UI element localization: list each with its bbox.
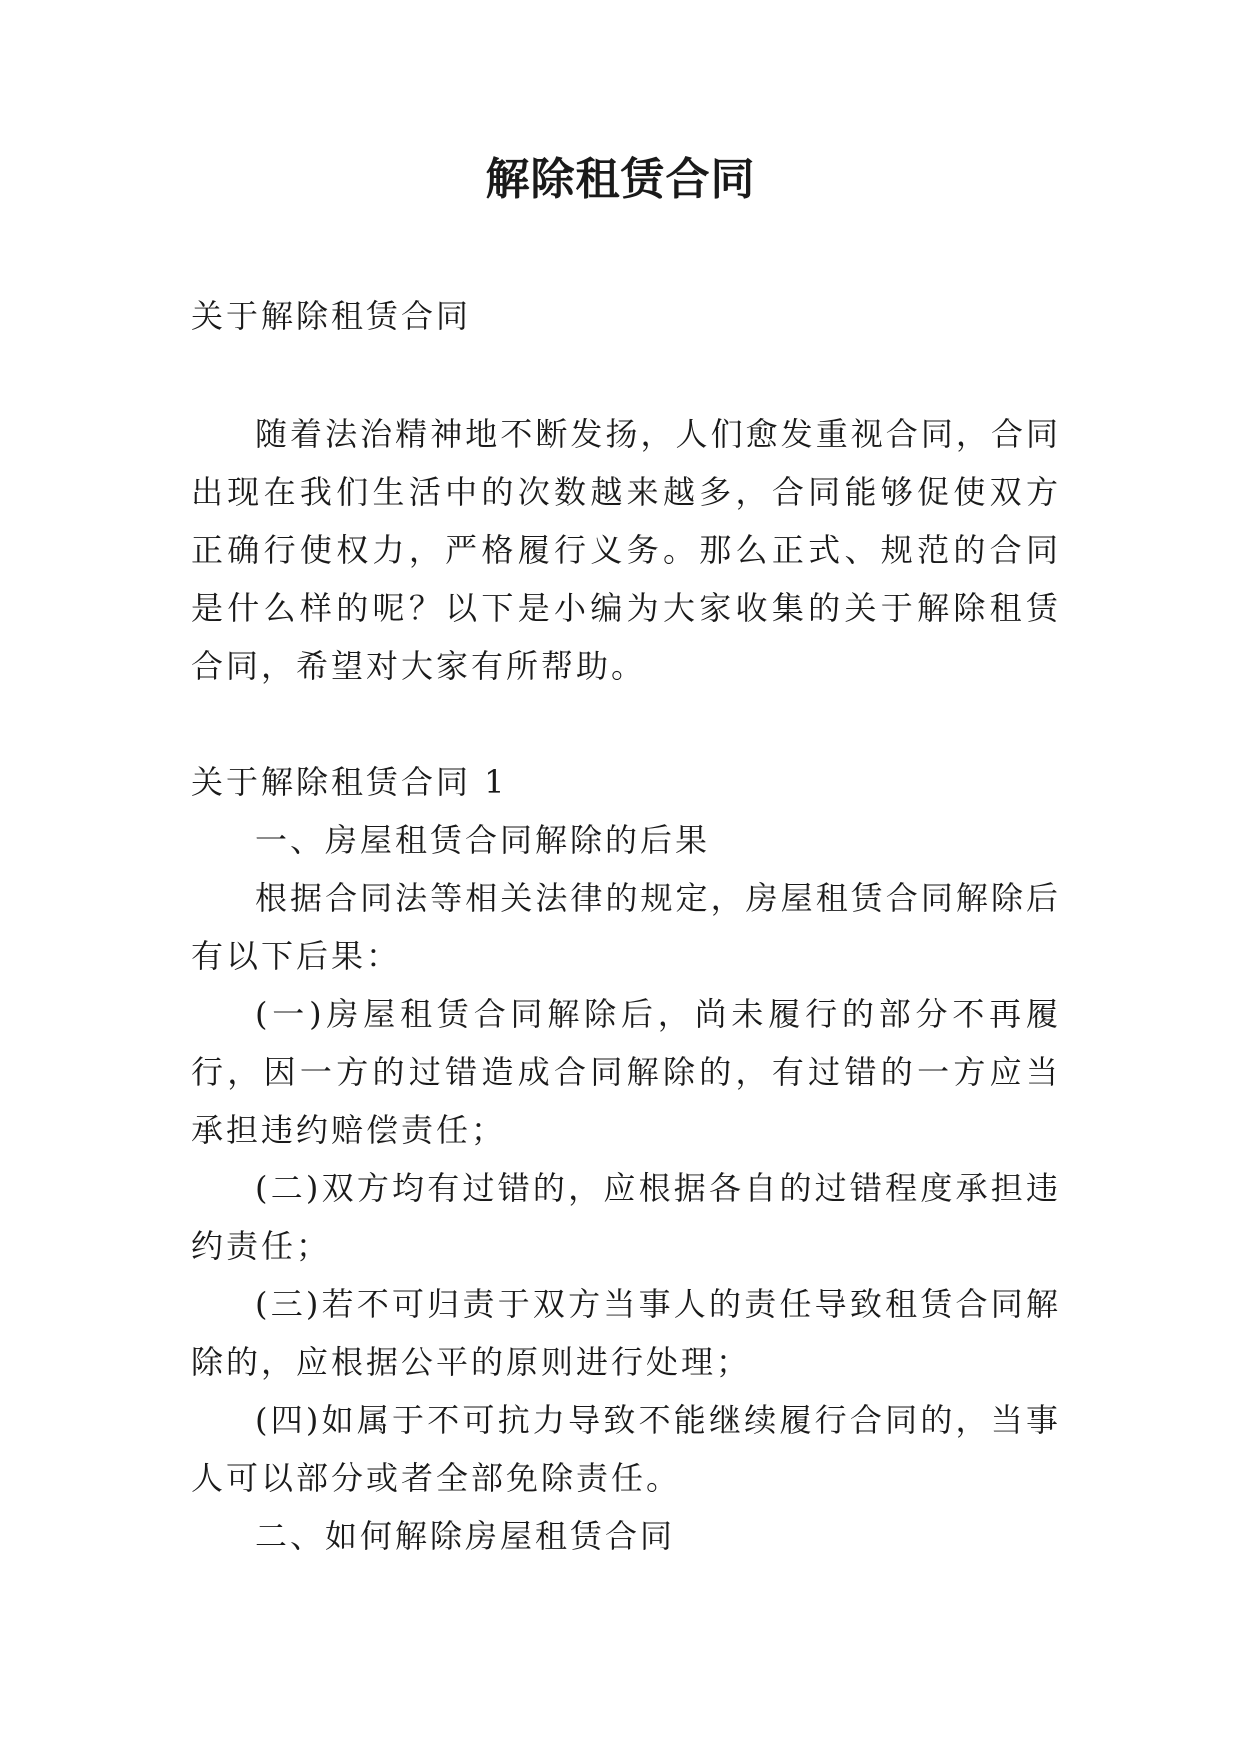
intro-paragraph: 随着法治精神地不断发扬，人们愈发重视合同，合同出现在我们生活中的次数越来越多，合同能够促使双方正确行使权力，严格履行义务。那么正式、规范的合同是什么样的呢？以下是小编为大家收集的关于解除租赁合同，希望对大家有所帮助。 bbox=[191, 415, 1061, 685]
document-title: 解除租赁合同 bbox=[485, 154, 756, 205]
paragraph-consequences-intro: 根据合同法等相关法律的规定，房屋租赁合同解除后有以下后果： bbox=[191, 879, 1061, 975]
paragraph-consequence-1: (一)房屋租赁合同解除后，尚未履行的部分不再履行，因一方的过错造成合同解除的，有过错的一方应当承担违约赔偿责任； bbox=[191, 995, 1061, 1149]
paragraph-consequence-3: (三)若不可归责于双方当事人的责任导致租赁合同解除的，应根据公平的原则进行处理； bbox=[191, 1285, 1061, 1381]
paragraph-consequence-2: (二)双方均有过错的，应根据各自的过错程度承担违约责任； bbox=[191, 1169, 1061, 1265]
item-2-heading: 二、如何解除房屋租赁合同 bbox=[255, 1517, 676, 1555]
paragraph-consequence-4: (四)如属于不可抗力导致不能继续履行合同的，当事人可以部分或者全部免除责任。 bbox=[191, 1401, 1061, 1497]
section-heading: 关于解除租赁合同 1 bbox=[191, 763, 508, 801]
item-1-heading: 一、房屋租赁合同解除的后果 bbox=[255, 821, 711, 859]
document-subtitle: 关于解除租赁合同 bbox=[191, 297, 472, 335]
